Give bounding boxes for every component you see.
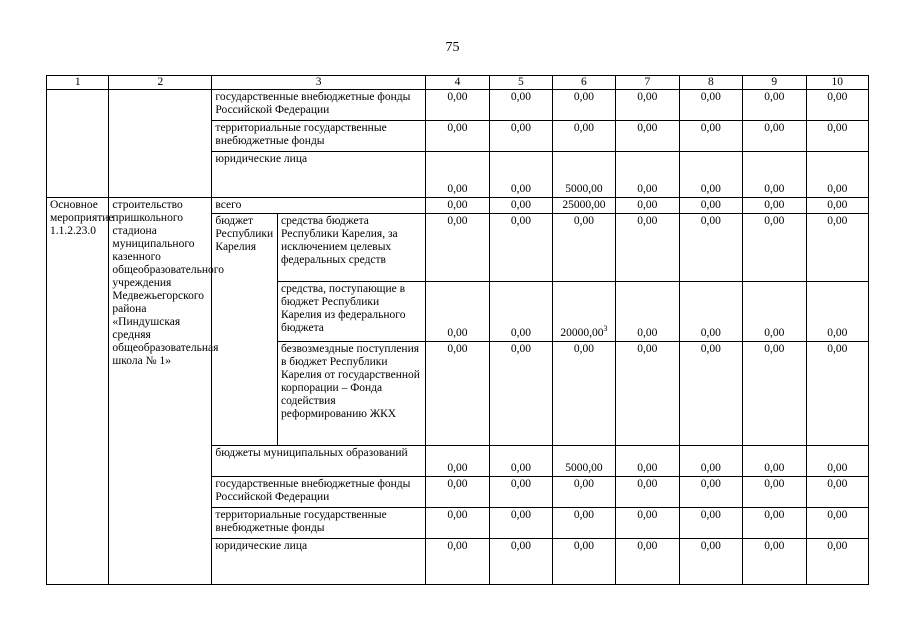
budget-table <box>46 75 869 585</box>
value-cell: 0,00 <box>616 477 679 508</box>
value-cell: 0,00 <box>806 342 868 446</box>
value-cell: 0,00 <box>806 477 868 508</box>
value-cell: 5000,00 <box>552 446 615 477</box>
value-cell: 0,00 <box>743 90 806 121</box>
value-cell: 5000,00 <box>552 152 615 198</box>
row-sublabel: безвозмездные поступления в бюджет Республики Карелия от государственной корпорации – Фонда содействия реформированию ЖКХ <box>277 342 425 446</box>
value-cell: 0,00 <box>679 446 742 477</box>
value-cell: 0,00 <box>679 214 742 282</box>
value-cell: 0,00 <box>490 198 552 214</box>
value-cell: 0,00 <box>616 152 679 198</box>
row-label: юридические лица <box>212 539 425 585</box>
empty-cell <box>47 90 109 198</box>
value-cell: 0,00 <box>616 198 679 214</box>
value-cell: 0,00 <box>806 90 868 121</box>
value-cell: 0,00 <box>425 214 490 282</box>
value-cell: 0,00 <box>616 508 679 539</box>
value-cell: 0,00 <box>616 342 679 446</box>
value-cell: 0,00 <box>806 152 868 198</box>
value-cell: 0,00 <box>552 90 615 121</box>
value-cell: 0,00 <box>616 90 679 121</box>
value-cell: 0,00 <box>679 90 742 121</box>
row-label: всего <box>212 198 425 214</box>
row-label: государственные внебюджетные фонды Российской Федерации <box>212 90 425 121</box>
value-cell: 0,00 <box>743 198 806 214</box>
value-cell: 0,00 <box>806 446 868 477</box>
activity-description: строительство пришкольного стадиона муниципального казенного общеобразовательного учреждения Медвежьегорского района «Пиндушская средняя общеобразовательная школа № 1» <box>109 198 212 585</box>
value-cell: 0,00 <box>552 214 615 282</box>
value-cell: 0,00 <box>490 214 552 282</box>
value-cell: 0,00 <box>806 214 868 282</box>
value-cell: 0,00 <box>743 121 806 152</box>
value-cell: 0,00 <box>490 282 552 342</box>
header-cell: 10 <box>806 76 868 90</box>
table-row <box>47 90 869 121</box>
header-cell: 8 <box>679 76 742 90</box>
header-cell: 4 <box>425 76 490 90</box>
value-cell: 0,00 <box>552 342 615 446</box>
value-cell: 0,00 <box>490 121 552 152</box>
header-cell: 6 <box>552 76 615 90</box>
value-cell <box>552 282 615 342</box>
value-cell: 0,00 <box>425 446 490 477</box>
header-cell: 1 <box>47 76 109 90</box>
row-label: бюджеты муниципальных образований <box>212 446 425 477</box>
value-cell: 0,00 <box>806 539 868 585</box>
value-cell: 0,00 <box>679 282 742 342</box>
header-cell: 7 <box>616 76 679 90</box>
row-label: государственные внебюджетные фонды Российской Федерации <box>212 477 425 508</box>
row-label: территориальные государственные внебюджетные фонды <box>212 508 425 539</box>
value-cell: 0,00 <box>425 477 490 508</box>
value-cell: 0,00 <box>616 446 679 477</box>
footnote-marker: 3 <box>603 324 608 334</box>
value-cell: 0,00 <box>806 282 868 342</box>
value-cell: 0,00 <box>552 539 615 585</box>
value-cell: 0,00 <box>425 539 490 585</box>
value-cell: 0,00 <box>616 539 679 585</box>
row-label: юридические лица <box>212 152 425 198</box>
value-cell: 0,00 <box>679 539 742 585</box>
value-cell: 0,00 <box>743 282 806 342</box>
value-cell: 0,00 <box>806 198 868 214</box>
value-cell: 0,00 <box>679 342 742 446</box>
value-cell: 0,00 <box>552 121 615 152</box>
page-number: 75 <box>445 40 460 55</box>
row-sublabel: средства, поступающие в бюджет Республики Карелия из федерального бюджета <box>277 282 425 342</box>
value-cell: 0,00 <box>743 508 806 539</box>
value-cell: 0,00 <box>552 508 615 539</box>
value-cell: 0,00 <box>425 508 490 539</box>
value-text: 20000,00 <box>560 327 604 339</box>
value-cell: 0,00 <box>743 446 806 477</box>
value-cell: 0,00 <box>743 342 806 446</box>
value-cell: 0,00 <box>679 198 742 214</box>
header-cell: 9 <box>743 76 806 90</box>
header-cell: 2 <box>109 76 212 90</box>
value-cell: 0,00 <box>679 152 742 198</box>
value-cell: 0,00 <box>679 508 742 539</box>
value-cell: 0,00 <box>806 121 868 152</box>
row-label: бюджет Республики Карелия <box>212 214 278 446</box>
header-cell: 3 <box>212 76 425 90</box>
value-cell: 0,00 <box>616 214 679 282</box>
value-cell: 0,00 <box>425 342 490 446</box>
value-cell: 0,00 <box>425 90 490 121</box>
empty-cell <box>109 90 212 198</box>
value-cell: 0,00 <box>425 198 490 214</box>
value-cell: 0,00 <box>743 214 806 282</box>
value-cell: 0,00 <box>490 477 552 508</box>
value-cell: 0,00 <box>490 90 552 121</box>
value-cell: 0,00 <box>425 152 490 198</box>
header-cell: 5 <box>490 76 552 90</box>
value-cell: 0,00 <box>425 282 490 342</box>
value-cell: 25000,00 <box>552 198 615 214</box>
header-row <box>47 76 869 90</box>
value-cell: 0,00 <box>679 477 742 508</box>
value-cell: 0,00 <box>490 446 552 477</box>
value-cell: 0,00 <box>806 508 868 539</box>
value-cell: 0,00 <box>616 121 679 152</box>
value-cell: 0,00 <box>743 477 806 508</box>
value-cell: 0,00 <box>425 121 490 152</box>
row-sublabel: средства бюджета Республики Карелия, за исключением целевых федеральных средств <box>277 214 425 282</box>
value-cell: 0,00 <box>743 152 806 198</box>
value-cell: 0,00 <box>616 282 679 342</box>
value-cell: 0,00 <box>490 342 552 446</box>
value-cell: 0,00 <box>490 508 552 539</box>
activity-code: Основное мероприятие 1.1.2.23.0 <box>47 198 109 585</box>
value-cell: 0,00 <box>679 121 742 152</box>
value-cell: 0,00 <box>490 152 552 198</box>
value-cell: 0,00 <box>743 539 806 585</box>
row-label: территориальные государственные внебюджетные фонды <box>212 121 425 152</box>
table-row <box>47 198 869 214</box>
value-cell: 0,00 <box>552 477 615 508</box>
value-cell: 0,00 <box>490 539 552 585</box>
